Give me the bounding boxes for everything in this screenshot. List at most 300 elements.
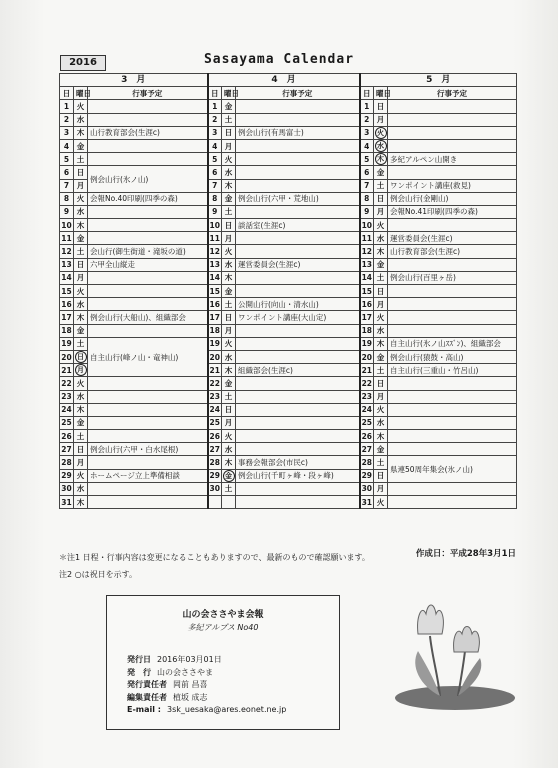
day-number: 4 xyxy=(360,139,374,152)
weekday: 土 xyxy=(374,271,388,284)
event xyxy=(88,324,208,337)
col-weekday: 曜日 xyxy=(74,87,88,100)
day-number: 29 xyxy=(360,469,374,482)
weekday: 火 xyxy=(374,496,388,509)
day-number: 19 xyxy=(360,337,374,350)
weekday: 木 xyxy=(74,219,88,232)
day-number: 28 xyxy=(60,456,74,469)
event xyxy=(236,443,360,456)
weekday: 月 xyxy=(222,416,236,429)
weekday: 金 xyxy=(222,285,236,298)
day-number: 17 xyxy=(360,311,374,324)
event xyxy=(236,139,360,152)
day-number: 18 xyxy=(208,324,222,337)
day-number: 29 xyxy=(60,469,74,482)
event-span: 自主山行(峰ノ山・竜神山) xyxy=(88,337,208,377)
weekday: 月 xyxy=(374,298,388,311)
event xyxy=(388,403,517,416)
weekday: 金 xyxy=(374,166,388,179)
event: 山行教育部会(生涯c) xyxy=(88,126,208,139)
day-number: 30 xyxy=(208,482,222,495)
weekday: 火 xyxy=(74,192,88,205)
event: 談話室(生涯c) xyxy=(236,219,360,232)
holiday-circle: 水 xyxy=(375,140,387,152)
table-row xyxy=(60,245,517,258)
weekday: 日 xyxy=(74,258,88,271)
weekday: 土 xyxy=(74,430,88,443)
day-number: 12 xyxy=(208,245,222,258)
event: 会山行(御生街道・滝坂の道) xyxy=(88,245,208,258)
event: 組織部会(生涯c) xyxy=(236,364,360,377)
event xyxy=(236,390,360,403)
event: 例会山行(大船山)、組織部会 xyxy=(88,311,208,324)
event xyxy=(88,153,208,166)
event xyxy=(236,430,360,443)
calendar-table xyxy=(59,73,517,509)
event xyxy=(236,232,360,245)
day-number: 15 xyxy=(360,285,374,298)
event xyxy=(88,285,208,298)
weekday: 火 xyxy=(74,469,88,482)
day-number: 2 xyxy=(208,113,222,126)
event: 例会山行(猿鼓・高山) xyxy=(388,350,517,363)
weekday: 木 xyxy=(374,337,388,350)
day-number: 23 xyxy=(60,390,74,403)
weekday: 火 xyxy=(222,337,236,350)
weekday: 水 xyxy=(74,205,88,218)
weekday: 金 xyxy=(222,192,236,205)
weekday: 日 xyxy=(222,403,236,416)
day-number: 18 xyxy=(60,324,74,337)
day-number: 17 xyxy=(208,311,222,324)
weekday: 木 xyxy=(74,311,88,324)
event xyxy=(388,298,517,311)
day-number: 12 xyxy=(60,245,74,258)
weekday: 木 xyxy=(374,245,388,258)
event: 会報No.41印刷(四季の森) xyxy=(388,205,517,218)
table-row xyxy=(60,258,517,271)
event: 自主山行(氷ノ山ｽｽﾞﾝ)、組織部会 xyxy=(388,337,517,350)
table-row xyxy=(60,153,517,166)
day-number: 22 xyxy=(208,377,222,390)
event xyxy=(236,482,360,495)
publication-label: 発行日 xyxy=(127,655,151,664)
weekday: 火 xyxy=(222,153,236,166)
day-number: 4 xyxy=(60,139,74,152)
event xyxy=(236,324,360,337)
weekday: 水 xyxy=(222,443,236,456)
day-number: 2 xyxy=(360,113,374,126)
publication-value: 山の会ささやま xyxy=(157,667,213,677)
event xyxy=(236,377,360,390)
day-number: 29 xyxy=(208,469,222,482)
day-number: 31 xyxy=(360,496,374,509)
weekday: 水 xyxy=(222,350,236,363)
day-number: 19 xyxy=(60,337,74,350)
event xyxy=(236,205,360,218)
day-number: 30 xyxy=(60,482,74,495)
weekday: 日 xyxy=(374,377,388,390)
day-number: 28 xyxy=(360,456,374,469)
event xyxy=(236,271,360,284)
day-number: 16 xyxy=(208,298,222,311)
event xyxy=(388,139,517,152)
col-weekday: 曜日 xyxy=(222,87,236,100)
day-number: 8 xyxy=(208,192,222,205)
day-number: 26 xyxy=(60,430,74,443)
day-number: 1 xyxy=(360,100,374,113)
weekday: 水 xyxy=(374,232,388,245)
event xyxy=(88,219,208,232)
publication-label: 発 行 xyxy=(127,667,151,677)
event xyxy=(388,285,517,298)
day-number: 10 xyxy=(360,219,374,232)
weekday: 金 xyxy=(222,377,236,390)
weekday: 日 xyxy=(222,126,236,139)
weekday: 木 xyxy=(222,271,236,284)
day-number: 12 xyxy=(360,245,374,258)
event xyxy=(388,166,517,179)
event: ワンポイント講座(大山定) xyxy=(236,311,360,324)
weekday: 金 xyxy=(74,139,88,152)
event xyxy=(236,179,360,192)
day-number: 20 xyxy=(208,350,222,363)
event: 例会山行(六甲・荒地山) xyxy=(236,192,360,205)
holiday-circle: 日 xyxy=(75,351,87,363)
weekday: 日 xyxy=(74,166,88,179)
day-number: 17 xyxy=(60,311,74,324)
event xyxy=(236,285,360,298)
day-number: 1 xyxy=(60,100,74,113)
table-row xyxy=(60,390,517,403)
day-number: 3 xyxy=(360,126,374,139)
table-row xyxy=(60,311,517,324)
table-row xyxy=(60,113,517,126)
day-number: 7 xyxy=(360,179,374,192)
event xyxy=(88,390,208,403)
weekday: 月 xyxy=(222,324,236,337)
day-number: 15 xyxy=(60,285,74,298)
weekday xyxy=(74,350,88,363)
weekday: 火 xyxy=(222,245,236,258)
table-row xyxy=(60,100,517,113)
page-title: Sasayama Calendar xyxy=(203,52,355,67)
day-number: 25 xyxy=(360,416,374,429)
event: 公開山行(向山・清水山) xyxy=(236,298,360,311)
weekday: 土 xyxy=(222,298,236,311)
event: ホームページ立上準備相談 xyxy=(88,469,208,482)
event xyxy=(236,166,360,179)
event xyxy=(388,113,517,126)
day-number: 11 xyxy=(360,232,374,245)
weekday xyxy=(222,496,236,509)
publication-row xyxy=(127,704,286,717)
event xyxy=(388,100,517,113)
day-number: 26 xyxy=(208,430,222,443)
day-number: 15 xyxy=(208,285,222,298)
day-number: 25 xyxy=(60,416,74,429)
table-row xyxy=(60,285,517,298)
day-number: 8 xyxy=(360,192,374,205)
weekday: 土 xyxy=(222,390,236,403)
table-row xyxy=(60,192,517,205)
weekday: 月 xyxy=(374,482,388,495)
weekday: 木 xyxy=(222,364,236,377)
weekday: 木 xyxy=(222,456,236,469)
day-number: 26 xyxy=(360,430,374,443)
event xyxy=(236,100,360,113)
table-row xyxy=(60,403,517,416)
table-row xyxy=(60,139,517,152)
day-number: 1 xyxy=(208,100,222,113)
weekday: 日 xyxy=(374,100,388,113)
table-row xyxy=(60,166,517,179)
event xyxy=(236,416,360,429)
day-number: 25 xyxy=(208,416,222,429)
event xyxy=(388,324,517,337)
table-row xyxy=(60,337,517,350)
day-number: 20 xyxy=(360,350,374,363)
event xyxy=(88,430,208,443)
table-row xyxy=(60,219,517,232)
table-row xyxy=(60,482,517,495)
weekday: 火 xyxy=(74,377,88,390)
weekday: 月 xyxy=(74,271,88,284)
event xyxy=(236,496,360,509)
event: 事務会報部会(市民c) xyxy=(236,456,360,469)
weekday: 水 xyxy=(74,113,88,126)
event-span: 例会山行(氷ノ山) xyxy=(88,166,208,192)
event: 例会山行(六甲・白水尾根) xyxy=(88,443,208,456)
weekday: 火 xyxy=(74,285,88,298)
event xyxy=(388,482,517,495)
day-number: 11 xyxy=(208,232,222,245)
event: 例会山行(百里ヶ岳) xyxy=(388,271,517,284)
table-row xyxy=(60,126,517,139)
event xyxy=(236,350,360,363)
weekday: 木 xyxy=(374,430,388,443)
weekday: 金 xyxy=(74,324,88,337)
weekday: 水 xyxy=(74,298,88,311)
event xyxy=(388,219,517,232)
created-date: 作成日：平成28年3月1日 xyxy=(415,549,516,559)
weekday: 土 xyxy=(222,482,236,495)
weekday: 土 xyxy=(74,337,88,350)
day-number: 6 xyxy=(360,166,374,179)
weekday: 月 xyxy=(74,456,88,469)
table-row xyxy=(60,430,517,443)
weekday: 火 xyxy=(374,403,388,416)
table-row xyxy=(60,205,517,218)
publication-box xyxy=(106,595,340,730)
event xyxy=(88,482,208,495)
weekday: 土 xyxy=(222,113,236,126)
event xyxy=(388,126,517,139)
col-events: 行事予定 xyxy=(236,87,360,100)
day-number: 5 xyxy=(360,153,374,166)
weekday: 木 xyxy=(74,496,88,509)
day-number: 23 xyxy=(360,390,374,403)
day-number: 7 xyxy=(208,179,222,192)
table-row xyxy=(60,324,517,337)
note-1: ＊注1 日程・行事内容は変更になることもありますので、最新のもので確認願います。 xyxy=(59,553,370,562)
weekday: 土 xyxy=(222,205,236,218)
event: 自主山行(三重山・竹呂山) xyxy=(388,364,517,377)
event xyxy=(236,245,360,258)
day-number: 27 xyxy=(360,443,374,456)
publication-label: 発行責任者 xyxy=(127,680,167,689)
publication-row xyxy=(127,679,286,692)
weekday: 水 xyxy=(222,166,236,179)
weekday: 日 xyxy=(374,285,388,298)
weekday: 水 xyxy=(374,416,388,429)
day-number: 20 xyxy=(60,350,74,363)
weekday: 金 xyxy=(374,350,388,363)
event xyxy=(88,298,208,311)
event xyxy=(88,496,208,509)
event xyxy=(388,390,517,403)
day-number xyxy=(208,496,222,509)
day-number: 30 xyxy=(360,482,374,495)
weekday: 土 xyxy=(374,179,388,192)
event xyxy=(388,377,517,390)
day-number: 24 xyxy=(208,403,222,416)
publication-value: 岡前 昌喜 xyxy=(173,680,208,689)
event xyxy=(388,311,517,324)
publication-row xyxy=(127,667,286,680)
event: 会報No.40印刷(四季の森) xyxy=(88,192,208,205)
weekday: 日 xyxy=(374,469,388,482)
weekday xyxy=(74,364,88,377)
weekday: 土 xyxy=(74,153,88,166)
event: 運営委員会(生涯c) xyxy=(236,258,360,271)
note-2: 注2 ○は祝日を示す。 xyxy=(59,570,137,579)
event-span: 県連50周年集会(氷ノ山) xyxy=(388,456,517,482)
event xyxy=(88,232,208,245)
weekday: 水 xyxy=(374,324,388,337)
publication-label: 編集責任者 xyxy=(127,692,167,702)
publication-issue: 多紀アルプス No40 xyxy=(187,623,259,632)
day-number: 14 xyxy=(208,271,222,284)
day-number: 13 xyxy=(60,258,74,271)
day-number: 21 xyxy=(360,364,374,377)
day-number: 5 xyxy=(60,153,74,166)
table-row xyxy=(60,496,517,509)
table-row xyxy=(60,298,517,311)
day-number: 21 xyxy=(208,364,222,377)
day-number: 10 xyxy=(208,219,222,232)
day-number: 24 xyxy=(60,403,74,416)
table-row xyxy=(60,377,517,390)
weekday: 月 xyxy=(374,113,388,126)
weekday: 水 xyxy=(74,390,88,403)
day-number: 9 xyxy=(60,205,74,218)
day-number: 31 xyxy=(60,496,74,509)
day-number: 21 xyxy=(60,364,74,377)
day-number: 14 xyxy=(60,271,74,284)
weekday: 火 xyxy=(374,219,388,232)
weekday: 日 xyxy=(222,219,236,232)
weekday: 土 xyxy=(374,456,388,469)
day-number: 2 xyxy=(60,113,74,126)
holiday-circle: 木 xyxy=(375,153,387,165)
day-number: 19 xyxy=(208,337,222,350)
publication-value: 植坂 成志 xyxy=(173,692,208,702)
day-number: 9 xyxy=(360,205,374,218)
event: 例会山行(有馬富士) xyxy=(236,126,360,139)
day-number: 16 xyxy=(60,298,74,311)
month-header-april: 4 月 xyxy=(208,74,360,87)
weekday: 金 xyxy=(74,232,88,245)
year-badge: 2016 xyxy=(60,55,106,71)
publication-value[interactable]: 3sk_uesaka@ares.eonet.ne.jp xyxy=(167,705,287,714)
col-events: 行事予定 xyxy=(88,87,208,100)
day-number: 13 xyxy=(360,258,374,271)
weekday xyxy=(222,469,236,482)
table-row xyxy=(60,232,517,245)
weekday: 月 xyxy=(374,205,388,218)
event xyxy=(236,337,360,350)
event xyxy=(236,113,360,126)
weekday: 金 xyxy=(374,258,388,271)
event xyxy=(88,416,208,429)
day-number: 8 xyxy=(60,192,74,205)
publication-label: E-mail : xyxy=(127,705,161,714)
weekday: 木 xyxy=(74,126,88,139)
day-number: 3 xyxy=(208,126,222,139)
event xyxy=(88,100,208,113)
weekday: 月 xyxy=(374,390,388,403)
day-number: 22 xyxy=(60,377,74,390)
event: 山行教育部会(生涯c) xyxy=(388,245,517,258)
day-number: 22 xyxy=(360,377,374,390)
weekday: 金 xyxy=(74,416,88,429)
day-number: 27 xyxy=(208,443,222,456)
notes xyxy=(59,549,519,583)
weekday: 水 xyxy=(222,258,236,271)
tulip-illustration xyxy=(360,596,520,714)
weekday xyxy=(374,153,388,166)
publication-details xyxy=(127,654,286,717)
event xyxy=(88,456,208,469)
event: 例会山行(千町ヶ峰・段ヶ峰) xyxy=(236,469,360,482)
day-number: 23 xyxy=(208,390,222,403)
day-number: 10 xyxy=(60,219,74,232)
event xyxy=(88,271,208,284)
event xyxy=(388,496,517,509)
day-number: 9 xyxy=(208,205,222,218)
weekday: 土 xyxy=(374,364,388,377)
weekday: 火 xyxy=(74,100,88,113)
col-weekday: 曜日 xyxy=(374,87,388,100)
weekday: 日 xyxy=(74,443,88,456)
event xyxy=(88,205,208,218)
table-row xyxy=(60,456,517,469)
event xyxy=(88,377,208,390)
event xyxy=(388,430,517,443)
publication-row xyxy=(127,692,286,705)
event xyxy=(88,113,208,126)
weekday: 日 xyxy=(222,311,236,324)
day-number: 4 xyxy=(208,139,222,152)
day-number: 6 xyxy=(208,166,222,179)
event: 六甲全山縦走 xyxy=(88,258,208,271)
event: 例会山行(金剛山) xyxy=(388,192,517,205)
weekday: 日 xyxy=(374,192,388,205)
event xyxy=(388,416,517,429)
event xyxy=(388,443,517,456)
weekday: 水 xyxy=(74,482,88,495)
